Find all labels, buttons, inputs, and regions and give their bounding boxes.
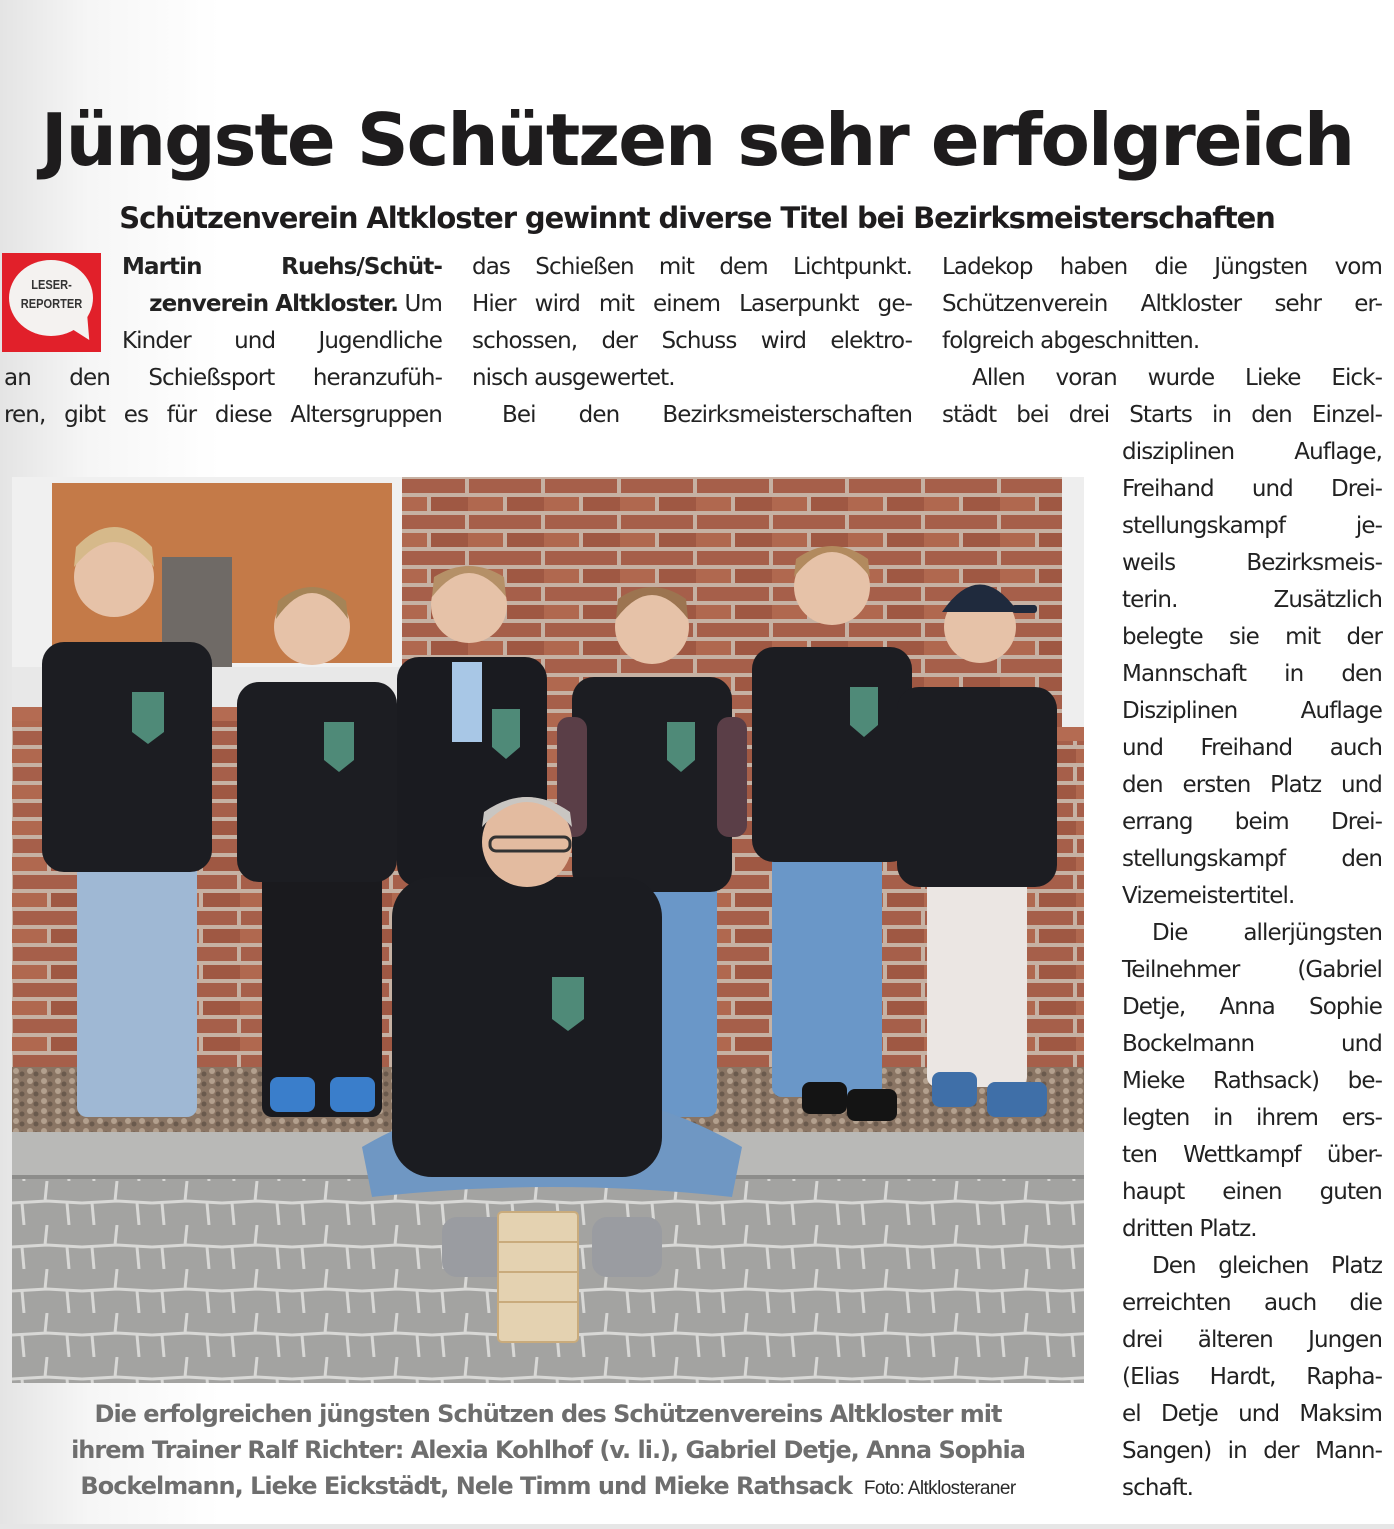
paragraph-line: Mieke Rathsack) be- <box>1122 1068 1382 1094</box>
article-column-3 <box>942 249 1382 434</box>
paragraph-line: erreichten auch die <box>1122 1290 1382 1316</box>
caption-line1: Die erfolgreichen jüngsten Schützen des Schützenvereins Altkloster mit <box>94 1400 1002 1428</box>
paragraph-line: terin. Zusätzlich <box>1122 587 1382 613</box>
paragraph-line: Disziplinen Auflage <box>1122 698 1382 724</box>
paragraph-line: Freihand und Drei- <box>1122 476 1382 502</box>
paragraph-line: ten Wettkampf über- <box>1122 1142 1382 1168</box>
paragraph-line: weils Bezirksmeis- <box>1122 550 1382 576</box>
photo-credit: Foto: Altklosteraner <box>863 1478 1016 1499</box>
caption-line3 <box>10 1468 1086 1507</box>
paragraph-line: ren, gibt es für diese Altersgruppen <box>4 402 442 428</box>
byline-line2 <box>122 286 442 323</box>
paragraph-line: stellungskampf je- <box>1122 513 1382 539</box>
article-column-3-side <box>1122 434 1382 1507</box>
paragraph-line: das Schießen mit dem Lichtpunkt. <box>472 254 912 280</box>
paragraph-line: Sangen) in der Mann- <box>1122 1438 1382 1464</box>
paragraph-line: dritten Platz. <box>1122 1216 1257 1242</box>
paragraph-line: und Freihand auch <box>1122 735 1382 761</box>
paragraph-line: den ersten Platz und <box>1122 772 1382 798</box>
paragraph-line: Bei den Bezirksmeisterschaften <box>502 402 912 428</box>
paragraph-line: Kinder und Jugendliche <box>122 328 442 354</box>
paragraph-line: Ladekop haben die Jüngsten vom <box>942 254 1382 280</box>
paragraph-line: (Elias Hardt, Rapha- <box>1122 1364 1382 1390</box>
photo-caption <box>10 1396 1086 1507</box>
paragraph-line: Schützenverein Altkloster sehr er- <box>942 291 1382 317</box>
byline-author: zenverein Altkloster. <box>149 291 399 317</box>
paragraph-line: Teilnehmer (Gabriel <box>1122 957 1382 983</box>
paragraph-line: an den Schießsport heranzufüh- <box>4 365 442 391</box>
paragraph-line: Allen voran wurde Lieke Eick- <box>972 365 1382 391</box>
paragraph-line: Vizemeistertitel. <box>1122 883 1295 909</box>
byline-line1: Martin Ruehs/Schüt- <box>122 254 442 280</box>
paragraph-line: nisch ausgewertet. <box>472 365 675 391</box>
article-column-1 <box>4 249 442 434</box>
paragraph-line: Mannschaft in den <box>1122 661 1382 687</box>
badge-label-line2: REPORTER <box>20 296 83 311</box>
paragraph-line: städt bei drei Starts in den Einzel- <box>942 402 1382 428</box>
page-bottom-border <box>0 1524 1394 1529</box>
caption-line3-text: Bockelmann, Lieke Eickstädt, Nele Timm und Mieke Rathsack <box>80 1472 852 1500</box>
paragraph-line: Hier wird mit einem Laserpunkt ge- <box>472 291 912 317</box>
paragraph-line: schossen, der Schuss wird elektro- <box>472 328 912 354</box>
paragraph-line: Den gleichen Platz <box>1152 1253 1382 1279</box>
paragraph-line: schaft. <box>1122 1475 1194 1501</box>
paragraph-line: legten in ihrem ers- <box>1122 1105 1382 1131</box>
byline-continuation: Um <box>398 291 442 317</box>
article-column-2 <box>472 249 912 434</box>
headline: Jüngste Schützen sehr erfolgreich <box>40 98 1354 183</box>
paragraph-line: drei älteren Jungen <box>1122 1327 1382 1353</box>
paragraph-line: errang beim Drei- <box>1122 809 1382 835</box>
paragraph-line: haupt einen guten <box>1122 1179 1382 1205</box>
group-photo <box>12 477 1084 1383</box>
paragraph-line: disziplinen Auflage, <box>1122 439 1382 465</box>
subheadline: Schützenverein Altkloster gewinnt diverse Titel bei Bezirksmeisterschaften <box>119 201 1275 236</box>
paragraph-line: Bockelmann und <box>1122 1031 1382 1057</box>
paragraph-line: belegte sie mit der <box>1122 624 1382 650</box>
caption-line2: ihrem Trainer Ralf Richter: Alexia Kohlhof (v. li.), Gabriel Detje, Anna Sophia <box>71 1436 1025 1464</box>
badge-label-line1: LESER- <box>31 277 72 292</box>
paragraph-line: el Detje und Maksim <box>1122 1401 1382 1427</box>
paragraph-line: Detje, Anna Sophie <box>1122 994 1382 1020</box>
paragraph-line: folgreich abgeschnitten. <box>942 328 1200 354</box>
paragraph-line: Die allerjüngsten <box>1152 920 1382 946</box>
paragraph-line: stellungskampf den <box>1122 846 1382 872</box>
